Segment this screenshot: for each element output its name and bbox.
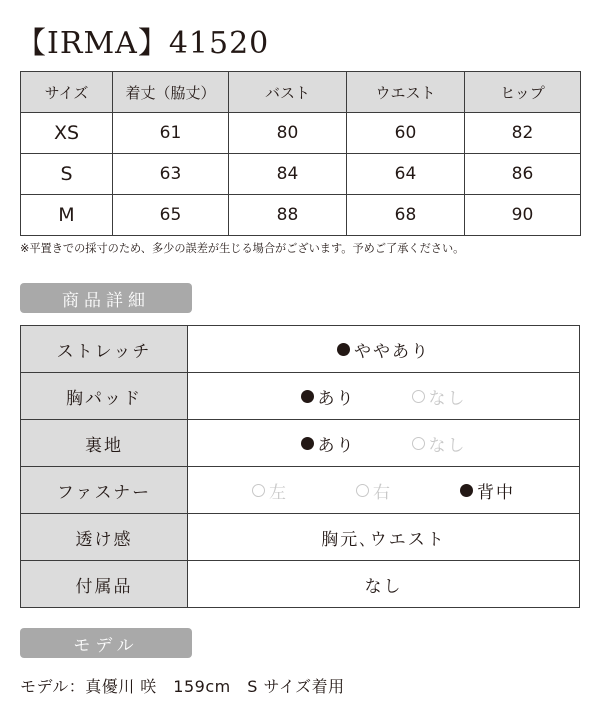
option-unselected bbox=[412, 384, 467, 409]
option-selected bbox=[301, 431, 356, 456]
model-heading: モデル bbox=[20, 628, 192, 658]
size-row-s bbox=[21, 154, 581, 195]
size-header-size: サイズ bbox=[21, 72, 113, 113]
detail-label: ファスナー bbox=[21, 467, 188, 514]
option-unselected bbox=[356, 478, 392, 503]
waist-cell: 60 bbox=[347, 113, 465, 154]
option-label: あり bbox=[317, 435, 356, 456]
size-table bbox=[20, 71, 581, 236]
detail-value: 胸元､ウエスト bbox=[188, 514, 580, 561]
details-table bbox=[20, 325, 580, 608]
size-header-length: 着丈（脇丈） bbox=[113, 72, 229, 113]
option-label: 右 bbox=[373, 482, 392, 503]
size-header-bust: バスト bbox=[229, 72, 347, 113]
option-label: 左 bbox=[269, 482, 288, 503]
hip-cell: 82 bbox=[465, 113, 581, 154]
hip-cell: 90 bbox=[465, 195, 581, 236]
option-label: なし bbox=[428, 388, 467, 409]
empty-circle-icon bbox=[356, 484, 369, 497]
size-cell: S bbox=[21, 154, 113, 195]
size-header-waist: ウエスト bbox=[347, 72, 465, 113]
option-label: あり bbox=[317, 388, 356, 409]
option-unselected bbox=[252, 478, 288, 503]
option-unselected bbox=[412, 431, 467, 456]
detail-label: 付属品 bbox=[21, 561, 188, 608]
size-table-header-row bbox=[21, 72, 581, 113]
size-cell: M bbox=[21, 195, 113, 236]
filled-circle-icon bbox=[460, 484, 473, 497]
detail-value: なし bbox=[188, 561, 580, 608]
bust-cell: 88 bbox=[229, 195, 347, 236]
measurement-note: ※平置きでの採寸のため、多少の誤差が生じる場合がございます。予めご了承ください。 bbox=[20, 242, 465, 255]
option-selected bbox=[301, 384, 356, 409]
detail-row-accessories bbox=[21, 561, 580, 608]
empty-circle-icon bbox=[252, 484, 265, 497]
detail-row-sheer bbox=[21, 514, 580, 561]
option-label: ややあり bbox=[354, 341, 430, 362]
bust-cell: 80 bbox=[229, 113, 347, 154]
size-cell: XS bbox=[21, 113, 113, 154]
detail-row-lining bbox=[21, 420, 580, 467]
size-row-xs bbox=[21, 113, 581, 154]
detail-label: ストレッチ bbox=[21, 326, 188, 373]
length-cell: 61 bbox=[113, 113, 229, 154]
filled-circle-icon bbox=[337, 343, 350, 356]
waist-cell: 64 bbox=[347, 154, 465, 195]
detail-value bbox=[188, 326, 580, 373]
length-cell: 65 bbox=[113, 195, 229, 236]
details-heading: 商品詳細 bbox=[20, 283, 192, 313]
option-label: 背中 bbox=[477, 482, 515, 503]
detail-value bbox=[188, 373, 580, 420]
model-info: モデル：真優川 咲 159cm S サイズ着用 bbox=[20, 677, 345, 696]
detail-label: 裏地 bbox=[21, 420, 188, 467]
filled-circle-icon bbox=[301, 390, 314, 403]
option-selected bbox=[337, 337, 430, 362]
detail-row-stretch bbox=[21, 326, 580, 373]
option-selected bbox=[460, 478, 515, 503]
detail-label: 透け感 bbox=[21, 514, 188, 561]
detail-row-fastener bbox=[21, 467, 580, 514]
detail-value bbox=[188, 467, 580, 514]
empty-circle-icon bbox=[412, 437, 425, 450]
detail-value bbox=[188, 420, 580, 467]
detail-row-bust-pad bbox=[21, 373, 580, 420]
detail-label: 胸パッド bbox=[21, 373, 188, 420]
product-title: 【IRMA】41520 bbox=[16, 26, 270, 61]
bust-cell: 84 bbox=[229, 154, 347, 195]
waist-cell: 68 bbox=[347, 195, 465, 236]
filled-circle-icon bbox=[301, 437, 314, 450]
option-label: なし bbox=[428, 435, 467, 456]
length-cell: 63 bbox=[113, 154, 229, 195]
empty-circle-icon bbox=[412, 390, 425, 403]
size-row-m bbox=[21, 195, 581, 236]
size-header-hip: ヒップ bbox=[465, 72, 581, 113]
hip-cell: 86 bbox=[465, 154, 581, 195]
